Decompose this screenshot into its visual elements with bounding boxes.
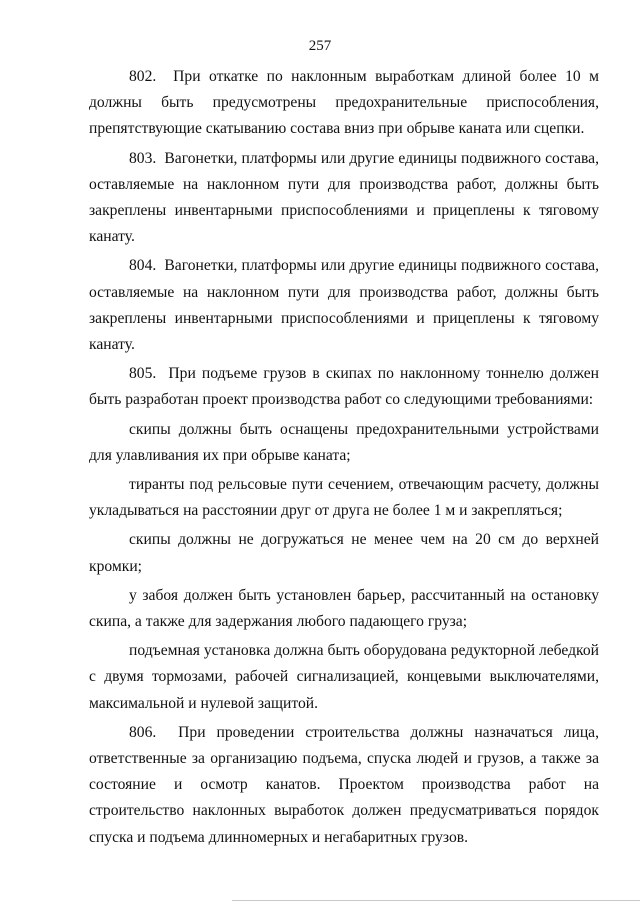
- requirement-item-tie-rods: тиранты под рельсовые пути сечением, отвечающим расчету, должны укладываться на расстоянии друг от друга не более 1 м и закрепляться;: [89, 476, 599, 520]
- paragraph-806: 806. При проведении строительства должны назначаться лица, ответственные за организацию подъема, спуска людей и грузов, а также за состояние и осмотр канатов. Проектом производства работ на строительство наклонных выработок должен предусматриваться порядок спуска и подъема длинномерных и негабаритных грузов.: [89, 723, 599, 846]
- requirement-item-barrier: у забоя должен быть установлен барьер, рассчитанный на остановку скипа, а также для задержания любого падающего груза;: [89, 586, 599, 631]
- paragraph-805: 805. При подъеме грузов в скипах по наклонному тоннелю должен быть разработан проект производства работ со следующими требованиями:: [89, 365, 599, 409]
- requirement-item-skip-loading: скипы должны не догружаться не менее чем на 20 см до верхней кромки;: [89, 531, 599, 575]
- paragraph-802: 802. При откатке по наклонным выработкам длиной более 10 м должны быть предусмотрены предохранительные приспособления, препятствующие скатыванию состава вниз при обрыве каната или сцепки.: [89, 68, 599, 138]
- paragraph-803: 803. Вагонетки, платформы или другие единицы подвижного состава, оставляемые на наклонном пути для производства работ, должны быть закреплены инвентарными приспособлениями и прицеплены к тяговому канату.: [89, 149, 599, 246]
- page-number: 257: [308, 38, 332, 54]
- scan-edge-line: [232, 900, 640, 901]
- paragraph-804: 804. Вагонетки, платформы или другие единицы подвижного состава, оставляемые на наклонном пути для производства работ, должны быть закреплены инвентарными приспособлениями и прицеплены к тяговому канату.: [89, 257, 599, 354]
- requirement-item-hoist: подъемная установка должна быть оборудована редукторной лебедкой с двумя тормозами, рабочей сигнализацией, концевыми выключателями, максимальной и нулевой защитой.: [89, 642, 599, 712]
- document-body: [89, 64, 599, 854]
- requirement-item-skips-safety: скипы должны быть оснащены предохранительными устройствами для улавливания их при обрыве каната;: [89, 420, 599, 464]
